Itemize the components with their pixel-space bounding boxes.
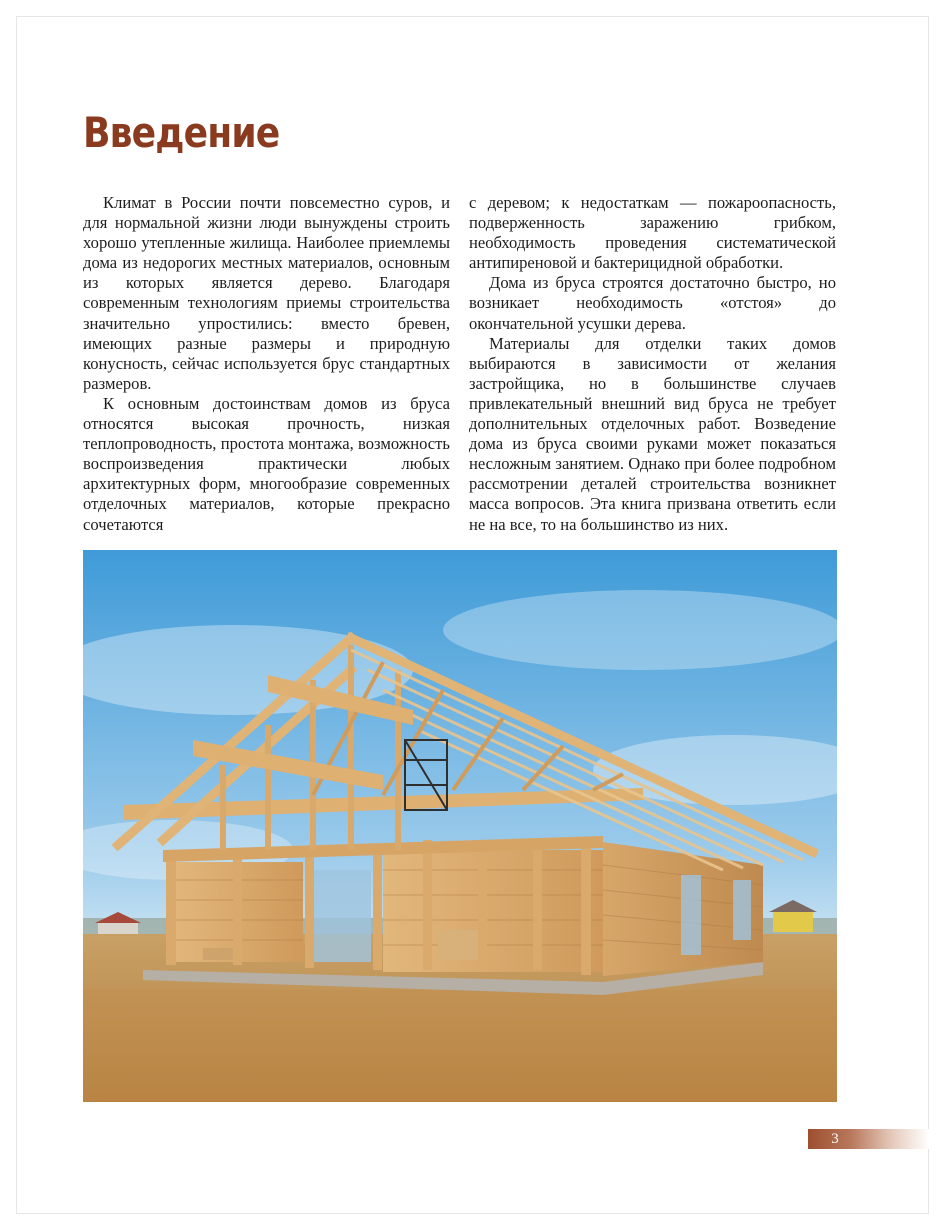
text-column-right — [469, 193, 836, 535]
paragraph: Материалы для отделки таких домов выбираются в зависимости от желания застройщика, но в большинстве случаев привлекательный внешний вид бруса не требует дополнительных отделочных работ. Возведение дома из бруса своими руками может показаться несложным занятием. Однако при более подробном рассмотрении деталей строительства возникнет масса вопросов. Эта книга призвана ответить если не на все, то на большинство из них. — [469, 333, 836, 534]
text-column-left — [83, 193, 450, 535]
page-title: Введение — [83, 108, 280, 157]
page-number-badge — [808, 1129, 929, 1149]
paragraph: К основным достоинствам домов из бруса относятся высокая прочность, низкая теплопроводность, простота монтажа, возможность воспроизведения практически любых архитектурных форм, многообразие современных отделочных материалов, которые прекрасно сочетаются — [83, 393, 450, 534]
paragraph: Климат в России почти повсеместно суров, и для нормальной жизни люди вынуждены строить хорошо утепленные жилища. Наиболее приемлемы дома из недорогих местных материалов, основным из которых является дерево. Благодаря современным технологиям приемы строительства значительно упростились: вместо бревен, имеющих разные размеры и природную конусность, сейчас используется брус стандартных размеров. — [83, 193, 450, 393]
paragraph: Дома из бруса строятся достаточно быстро, но возникает необходимость «отстоя» до окончательной усушки дерева. — [469, 273, 836, 333]
paragraph: с деревом; к недостаткам — пожароопасность, подверженность заражению грибком, необходимость проведения систематической антипиреновой и бактерицидной обработки. — [469, 193, 836, 273]
house-under-construction-photo — [83, 550, 837, 1102]
page-number: 3 — [831, 1131, 839, 1147]
